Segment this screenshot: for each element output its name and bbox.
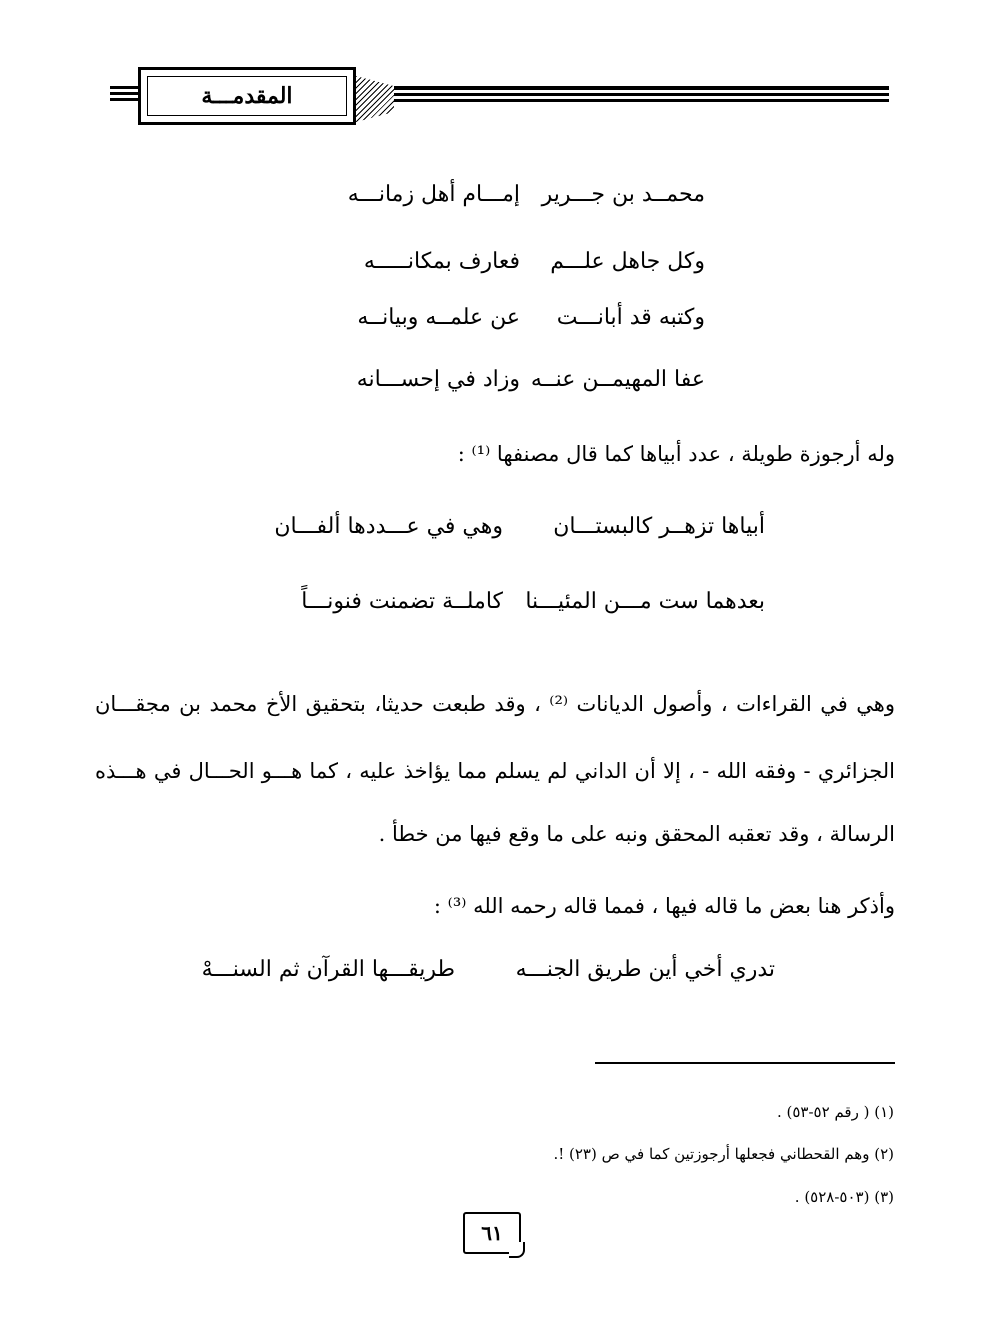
verse-line	[255, 514, 765, 546]
footnote: (١) ( رقم ٥٢-٥٣) .	[776, 1103, 894, 1121]
verse-hemistich-right: عفا المهيمــن عنــه	[530, 367, 705, 392]
verse-line	[300, 367, 705, 397]
verse-hemistich-right: بعدهما ست مـــن المئيـــنا	[525, 589, 765, 614]
verse-hemistich-right: وكل جاهل علـــم	[550, 249, 705, 274]
verse-hemistich-left: فعارف بمكانـــــه	[363, 249, 520, 274]
header-box-inner	[147, 76, 347, 116]
footnote: (٢) وهم القحطاني فجعلها أرجوزتين كما في ص (٢٣) !.	[553, 1145, 894, 1163]
verse-hemistich-left: كاملــة تضمنت فنونـــاً	[301, 589, 503, 614]
verse-hemistich-left: إمـــام أهل زمانـــه	[347, 182, 520, 207]
header-rule-right	[394, 86, 889, 108]
header-box	[138, 67, 356, 125]
verse-hemistich-right: أبياها تزهــر كالبستـــان	[553, 514, 765, 539]
page-number-text: ٦١	[481, 1221, 503, 1245]
footnote-separator	[595, 1062, 895, 1064]
intro-line: وأذكر هنا بعض ما قاله فيها ، فمما قاله رحمه الله ⁽³⁾ :	[433, 894, 895, 918]
verse-hemistich-right: تدري أخي أين طريق الجنـــه	[515, 957, 775, 982]
paragraph-line: الرسالة ، وقد تعقبه المحقق ونبه على ما وقع فيها من خطأ .	[378, 822, 895, 846]
page-curl-icon	[509, 1242, 525, 1258]
verse-hemistich-left: طريقـــها القرآن ثم السنـــهْ	[201, 957, 455, 982]
paragraph-line: وهي في القراءات ، وأصول الديانات ⁽²⁾ ، وقد طبعت حديثا، بتحقيق الأخ محمد بن مجقـــان	[95, 692, 895, 716]
verse-hemistich-left: وهي في عـــددها ألفـــان	[274, 514, 503, 539]
verse-line	[300, 182, 705, 212]
header-rule-left	[110, 86, 138, 108]
verse-hemistich-left: عن علمــه وبيانــه	[357, 305, 520, 330]
verse-line	[200, 957, 775, 989]
header-hatch-ornament	[356, 76, 394, 122]
verse-hemistich-right: محمــد بن جـــرير	[541, 182, 705, 207]
verse-hemistich-right: وكتبه قد أبانـــت	[556, 305, 705, 330]
verse-hemistich-left: وزاد في إحســـانه	[356, 367, 520, 392]
header-title: المقدمـــة	[201, 83, 293, 109]
verse-line	[300, 249, 705, 279]
paragraph-line: الجزائري - وفقه الله - ، إلا أن الداني لم يسلم مما يؤاخذ عليه ، كما هـــو الحـــال في هـــذه	[95, 759, 895, 783]
verse-line	[300, 305, 705, 335]
intro-line: وله أرجوزة طويلة ، عدد أبياها كما قال مصنفها ⁽¹⁾ :	[457, 442, 895, 466]
verse-line	[255, 589, 765, 621]
footnote: (٣) (٥٠٣-٥٢٨) .	[794, 1188, 894, 1206]
